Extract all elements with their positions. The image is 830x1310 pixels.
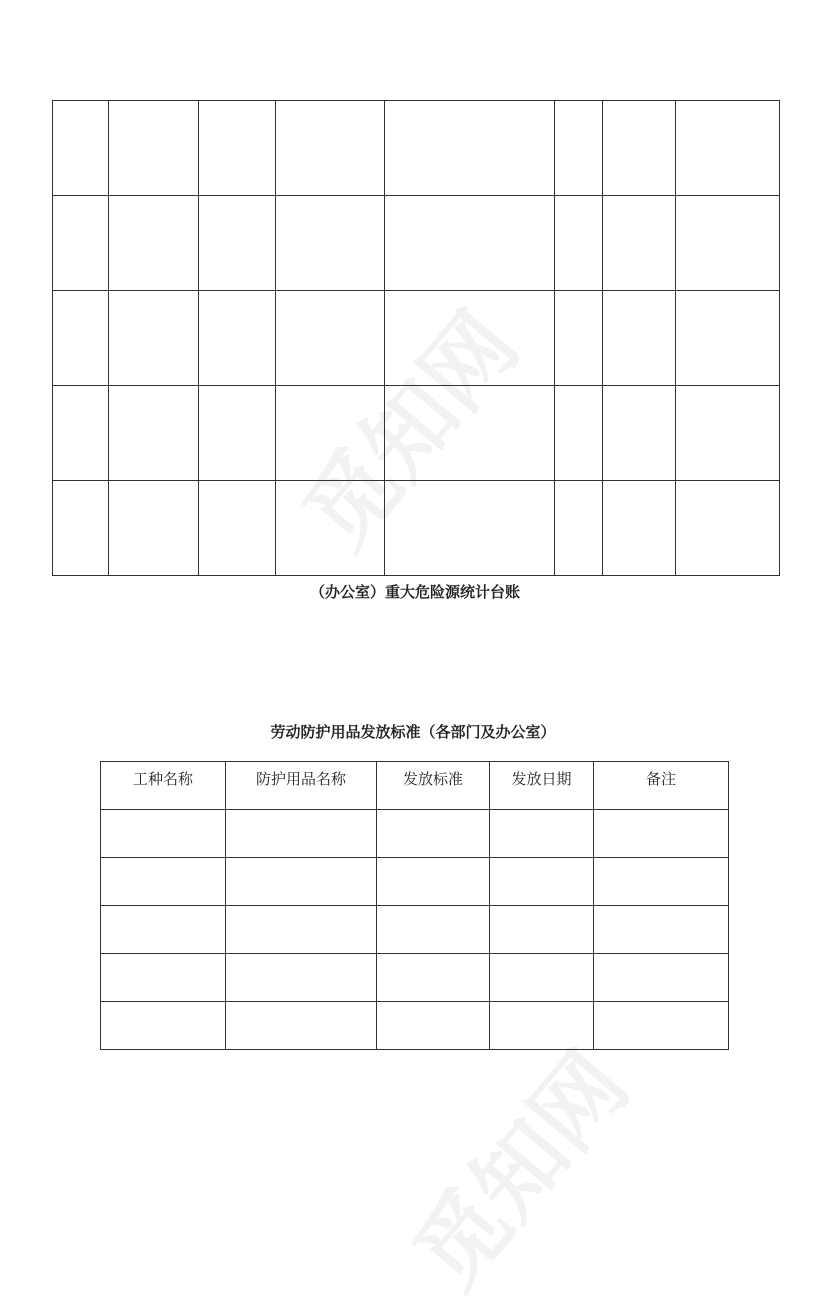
table-cell [555, 386, 603, 481]
table-cell [676, 481, 780, 576]
header-cell: 发放日期 [490, 762, 594, 810]
table-cell [385, 196, 555, 291]
table-row [53, 291, 780, 386]
table-cell [101, 810, 226, 858]
table-cell [490, 954, 594, 1002]
table-cell [594, 906, 729, 954]
table-row [101, 954, 729, 1002]
table-row [101, 858, 729, 906]
table-cell [101, 858, 226, 906]
table-cell [109, 101, 199, 196]
table-cell [385, 386, 555, 481]
table-cell [603, 386, 676, 481]
table-cell [377, 954, 490, 1002]
table-row [53, 101, 780, 196]
table-cell [53, 101, 109, 196]
table-cell [594, 1002, 729, 1050]
table-cell [594, 858, 729, 906]
table-cell [276, 386, 385, 481]
table-cell [377, 1002, 490, 1050]
table-cell [676, 291, 780, 386]
table-cell [377, 858, 490, 906]
table-cell [226, 954, 377, 1002]
table-cell [603, 291, 676, 386]
table-row [101, 810, 729, 858]
table-cell [199, 386, 276, 481]
table-row [53, 481, 780, 576]
header-cell: 备注 [594, 762, 729, 810]
table-header-row [101, 762, 729, 810]
table-cell [676, 101, 780, 196]
table-cell [594, 810, 729, 858]
table-cell [490, 810, 594, 858]
ppe-standard-table [100, 761, 729, 1050]
watermark: 觅知网 [283, 292, 539, 568]
table-cell [377, 906, 490, 954]
table-row [101, 1002, 729, 1050]
table-cell [276, 481, 385, 576]
table-cell [101, 1002, 226, 1050]
table-row [53, 386, 780, 481]
table-row [101, 906, 729, 954]
table-cell [199, 101, 276, 196]
table-cell [109, 196, 199, 291]
table-cell [101, 906, 226, 954]
table-cell [199, 196, 276, 291]
table-cell [226, 1002, 377, 1050]
table-cell [226, 858, 377, 906]
table-cell [276, 291, 385, 386]
table-cell [276, 196, 385, 291]
table-cell [555, 101, 603, 196]
table-cell [101, 954, 226, 1002]
table-cell [276, 101, 385, 196]
table-cell [385, 101, 555, 196]
header-cell: 发放标准 [377, 762, 490, 810]
ppe-standard-title: 劳动防护用品发放标准（各部门及办公室） [270, 723, 556, 741]
header-cell: 防护用品名称 [226, 762, 377, 810]
hazard-ledger-caption: （办公室）重大危险源统计台账 [309, 583, 520, 601]
table-cell [555, 196, 603, 291]
table-cell [490, 1002, 594, 1050]
table-cell [676, 196, 780, 291]
table-cell [199, 291, 276, 386]
table-row [53, 196, 780, 291]
table-cell [555, 481, 603, 576]
table-cell [53, 291, 109, 386]
table-cell [555, 291, 603, 386]
table-cell [377, 810, 490, 858]
table-cell [594, 954, 729, 1002]
table-cell [226, 810, 377, 858]
table-cell [109, 386, 199, 481]
table-cell [490, 858, 594, 906]
table-cell [385, 291, 555, 386]
table-cell [603, 481, 676, 576]
watermark: 觅知网 [393, 1032, 649, 1308]
header-cell: 工种名称 [101, 762, 226, 810]
table-cell [109, 291, 199, 386]
table-cell [199, 481, 276, 576]
hazard-ledger-table [52, 100, 780, 576]
table-cell [676, 386, 780, 481]
table-cell [53, 196, 109, 291]
table-cell [385, 481, 555, 576]
table-cell [490, 906, 594, 954]
table-cell [109, 481, 199, 576]
table-cell [603, 101, 676, 196]
table-cell [603, 196, 676, 291]
table-cell [53, 481, 109, 576]
table-cell [53, 386, 109, 481]
table-cell [226, 906, 377, 954]
